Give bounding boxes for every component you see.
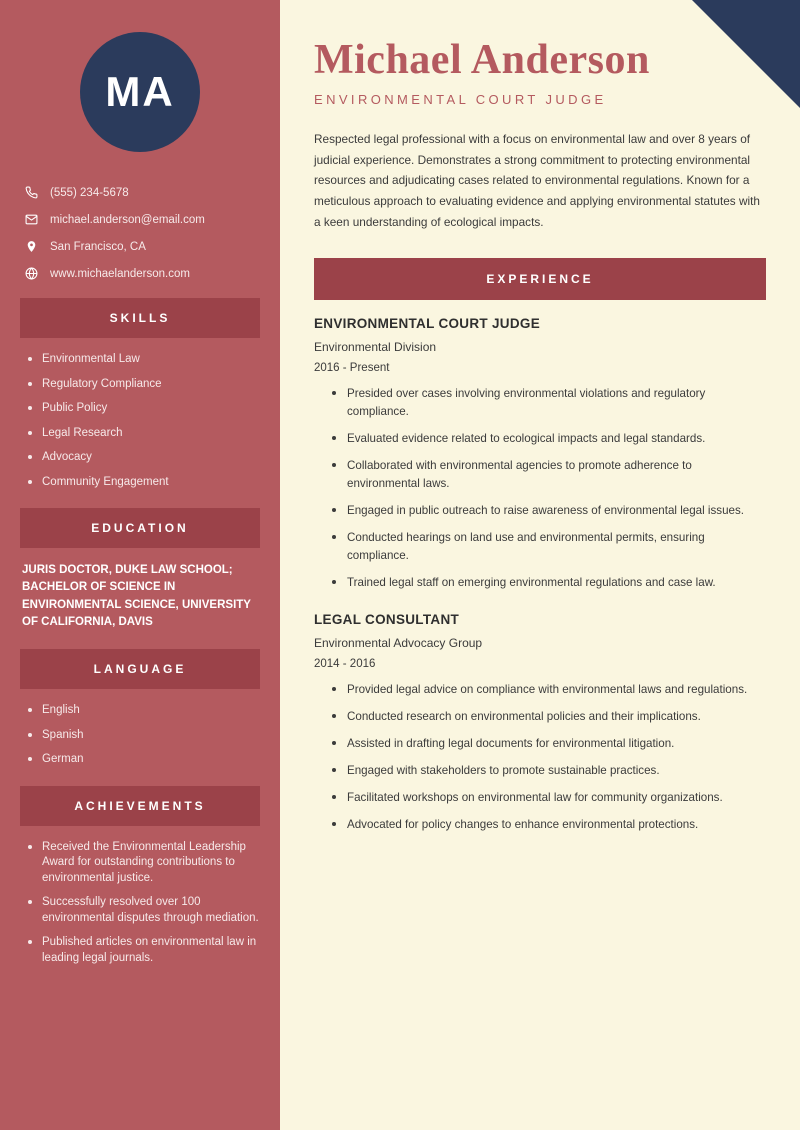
list-item: Spanish [26, 728, 260, 744]
list-item: Community Engagement [26, 475, 260, 491]
list-item: English [26, 703, 260, 719]
experience-entry-2 [314, 612, 766, 834]
list-item: Published articles on environmental law in leading legal journals. [26, 935, 260, 966]
job-date-range: 2016 - Present [314, 362, 390, 375]
avatar-wrapper [20, 32, 260, 152]
contact-email[interactable] [20, 213, 260, 226]
language-heading: LANGUAGE [20, 649, 260, 689]
location-pin-icon [20, 240, 42, 253]
contact-location-text: San Francisco, CA [50, 240, 146, 253]
job-role-subtitle: ENVIRONMENTAL COURT JUDGE [314, 92, 607, 108]
list-item: Conducted hearings on land use and environmental permits, ensuring compliance. [332, 529, 766, 565]
contact-phone-text: (555) 234-5678 [50, 186, 129, 199]
list-item: Successfully resolved over 100 environmental disputes through mediation. [26, 895, 260, 926]
list-item: Advocated for policy changes to enhance environmental protections. [332, 816, 766, 834]
list-item: Public Policy [26, 401, 260, 417]
list-item: Conducted research on environmental policies and their implications. [332, 708, 766, 726]
phone-icon [20, 186, 42, 199]
list-item: Advocacy [26, 450, 260, 466]
job-title: ENVIRONMENTAL COURT JUDGE [314, 316, 541, 332]
education-text: JURIS DOCTOR, DUKE LAW SCHOOL; BACHELOR OF SCIENCE IN ENVIRONMENTAL SCIENCE, UNIVERSITY OF CALIFORNIA, DAVIS [22, 564, 251, 628]
avatar: MA [80, 32, 200, 152]
list-item: Regulatory Compliance [26, 377, 260, 393]
list-item: Assisted in drafting legal documents for environmental litigation. [332, 735, 766, 753]
job-date-range: 2014 - 2016 [314, 658, 376, 671]
corner-decoration [692, 0, 800, 108]
skills-heading: SKILLS [20, 298, 260, 338]
list-item: Environmental Law [26, 352, 260, 368]
contact-list [20, 186, 260, 280]
job-organization: Environmental Division [314, 340, 437, 355]
job-bullet-list [314, 681, 766, 834]
list-item: Evaluated evidence related to ecological impacts and legal standards. [332, 430, 766, 448]
list-item: Provided legal advice on compliance with environmental laws and regulations. [332, 681, 766, 699]
contact-website-text: www.michaelanderson.com [50, 267, 190, 280]
achievements-heading: ACHIEVEMENTS [20, 786, 260, 826]
job-bullet-list [314, 385, 766, 592]
language-list [20, 703, 260, 768]
contact-phone[interactable] [20, 186, 260, 199]
experience-entry-1 [314, 316, 766, 592]
contact-location[interactable] [20, 240, 260, 253]
page-title: Michael Anderson [314, 37, 650, 83]
list-item: Presided over cases involving environmental violations and regulatory compliance. [332, 385, 766, 421]
sidebar [0, 0, 280, 1130]
contact-website[interactable] [20, 267, 260, 280]
list-item: Trained legal staff on emerging environmental regulations and case law. [332, 574, 766, 592]
list-item: Facilitated workshops on environmental law for community organizations. [332, 789, 766, 807]
envelope-icon [20, 213, 42, 226]
list-item: Engaged with stakeholders to promote sustainable practices. [332, 762, 766, 780]
education-heading: EDUCATION [20, 508, 260, 548]
contact-email-text: michael.anderson@email.com [50, 213, 205, 226]
list-item: Legal Research [26, 426, 260, 442]
list-item: Received the Environmental Leadership Award for outstanding contributions to environmental justice. [26, 840, 260, 887]
experience-heading: EXPERIENCE [314, 258, 766, 300]
list-item: Collaborated with environmental agencies to promote adherence to environmental laws. [332, 457, 766, 493]
job-organization: Environmental Advocacy Group [314, 636, 483, 651]
profile-summary: Respected legal professional with a focus on environmental law and over 8 years of judicial experience. Demonstrates a strong commitment to protecting environmental resources and adjudicating cases related to environmental regulations. Known for a meticulous approach to evaluating evidence and applying environmental statutes with a keen understanding of ecological impacts. [314, 132, 760, 229]
job-title: LEGAL CONSULTANT [314, 612, 460, 628]
list-item: German [26, 752, 260, 768]
skills-list [20, 352, 260, 490]
main-column [280, 0, 800, 1130]
achievements-list [20, 840, 260, 967]
list-item: Engaged in public outreach to raise awareness of environmental legal issues. [332, 502, 766, 520]
globe-icon [20, 267, 42, 280]
